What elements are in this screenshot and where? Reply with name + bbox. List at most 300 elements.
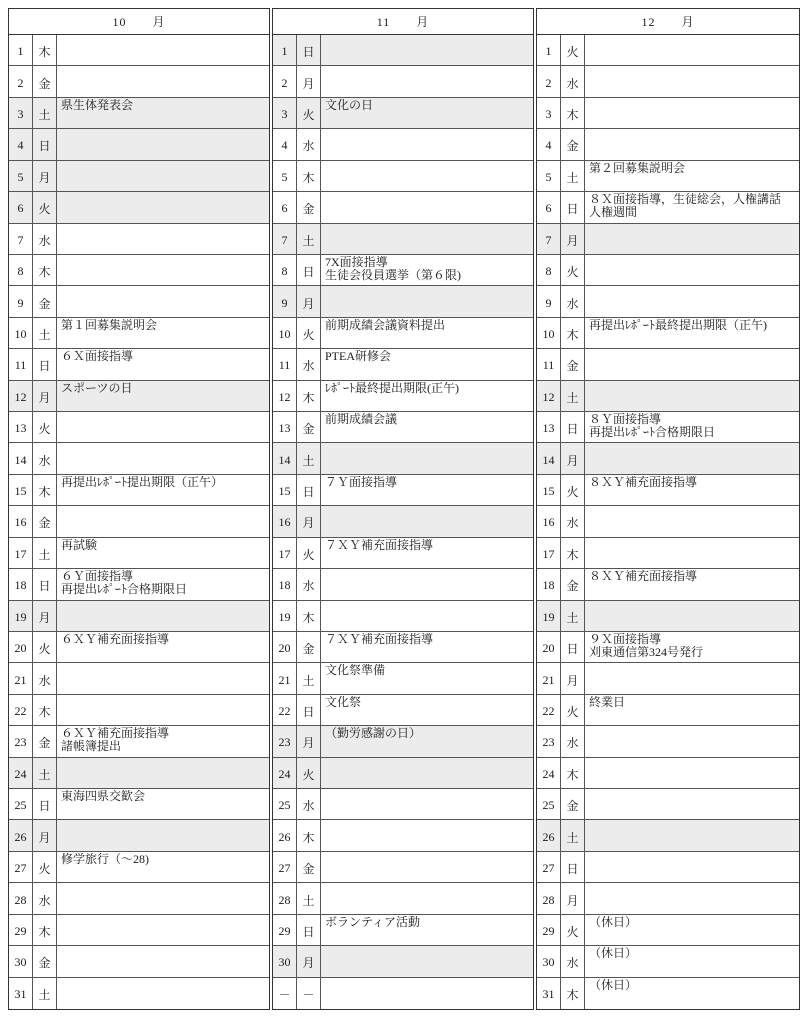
event-text: PTEA研修会 [325,350,392,364]
day-number: 28 [273,883,297,913]
event-cell [585,318,799,348]
event-cell [57,35,269,65]
weekday: 土 [33,538,57,568]
event-text: 文化祭準備 [325,664,386,678]
weekday: 土 [561,381,585,411]
day-number: 18 [537,569,561,599]
event-text: 前期成績会議資料提出 [325,318,446,332]
event-cell [321,883,533,913]
day-row [537,161,799,192]
day-number: 25 [273,789,297,819]
weekday: 土 [33,318,57,348]
event-text: （休日） [589,978,638,992]
day-number: 13 [9,412,33,442]
event-cell [57,538,269,568]
weekday: 木 [297,161,321,191]
day-number: 12 [537,381,561,411]
event-cell [585,601,799,631]
weekday: 日 [33,349,57,379]
event-cell [585,475,799,505]
day-number: 23 [9,726,33,756]
day-number: 16 [537,506,561,536]
day-row [9,978,269,1009]
event-cell [321,318,533,348]
day-row [9,224,269,255]
weekday: 金 [297,192,321,222]
day-row [273,318,533,349]
day-number: 18 [9,569,33,599]
day-number: 17 [9,538,33,568]
weekday: 木 [33,35,57,65]
day-row [273,286,533,317]
event-cell [57,381,269,411]
weekday: 木 [33,475,57,505]
day-number: 22 [537,695,561,725]
weekday: 土 [297,883,321,913]
day-number: 15 [537,475,561,505]
event-text: （勤労感謝の日） [325,727,422,741]
day-number: 9 [9,286,33,316]
event-cell [321,412,533,442]
day-row [273,820,533,851]
day-number: 21 [537,663,561,693]
weekday: 火 [33,632,57,662]
event-cell [321,820,533,850]
day-row [537,663,799,694]
day-row [537,381,799,412]
event-cell [321,726,533,756]
event-text: ９Ｘ面接指導 [589,632,662,646]
event-cell [57,224,269,254]
day-number: 7 [537,224,561,254]
event-cell [585,443,799,473]
day-number: 6 [273,192,297,222]
day-row [273,129,533,160]
event-cell [321,443,533,473]
weekday: 日 [297,915,321,945]
event-cell [57,569,269,599]
event-text: スポーツの日 [61,381,133,395]
day-row [537,129,799,160]
day-row [273,192,533,223]
day-number: 19 [273,601,297,631]
event-cell [585,381,799,411]
event-cell [57,789,269,819]
weekday: 土 [33,758,57,788]
month-table [536,8,800,1010]
day-number: 14 [537,443,561,473]
day-row [273,66,533,97]
weekday: 水 [297,569,321,599]
day-number: 20 [9,632,33,662]
event-text: （休日） [589,915,638,929]
month-header: 12 月 [537,9,799,35]
event-cell [57,475,269,505]
event-cell [57,66,269,96]
weekday: 日 [297,475,321,505]
day-row [537,66,799,97]
day-row [273,506,533,537]
day-number: 23 [273,726,297,756]
month-table [272,8,534,1010]
day-number: 24 [537,758,561,788]
day-row [9,98,269,129]
day-number: 5 [273,161,297,191]
day-row [9,758,269,789]
weekday: 木 [33,255,57,285]
weekday: 木 [297,381,321,411]
event-cell [57,601,269,631]
day-number: 24 [273,758,297,788]
event-text: 人権週間 [589,206,638,220]
event-cell [585,663,799,693]
day-number: 6 [537,192,561,222]
day-row [273,161,533,192]
day-row [9,161,269,192]
day-number: 27 [9,852,33,882]
weekday: 金 [561,349,585,379]
day-row [9,506,269,537]
day-row [273,98,533,129]
event-text: 県生体発表会 [61,98,134,112]
weekday: 火 [297,758,321,788]
event-cell [57,255,269,285]
event-cell [585,506,799,536]
day-row [273,663,533,694]
day-number: 30 [273,946,297,976]
weekday: 水 [33,663,57,693]
weekday: 月 [561,443,585,473]
day-number: 22 [9,695,33,725]
day-row [273,224,533,255]
day-row [273,789,533,820]
day-row [537,758,799,789]
day-number: 20 [273,632,297,662]
weekday: 日 [297,255,321,285]
day-number: 31 [9,978,33,1009]
day-row [537,224,799,255]
event-text: ７Ｙ面接指導 [325,475,398,489]
weekday: 土 [33,978,57,1009]
weekday: 日 [561,412,585,442]
weekday: 月 [33,601,57,631]
event-cell [321,946,533,976]
event-text: 諸帳簿提出 [61,740,122,754]
day-row [537,601,799,632]
weekday: 月 [297,946,321,976]
event-text: 再試験 [61,538,98,552]
weekday: 木 [297,820,321,850]
day-row [273,601,533,632]
day-row [537,978,799,1009]
day-row [9,412,269,443]
day-number: 23 [537,726,561,756]
day-row [273,915,533,946]
weekday: 月 [297,506,321,536]
day-row [273,569,533,600]
weekday: 日 [297,695,321,725]
weekday: 金 [297,632,321,662]
month-table [8,8,270,1010]
event-text: （休日） [589,947,638,961]
weekday: 日 [561,632,585,662]
day-number: 28 [537,883,561,913]
day-row [273,632,533,663]
event-text: 再提出ﾚﾎﾟｰﾄ合格期限日 [589,426,716,440]
weekday: 水 [561,946,585,976]
event-cell [585,632,799,662]
day-row [9,318,269,349]
event-cell [57,412,269,442]
day-number: 15 [273,475,297,505]
day-number: 26 [273,820,297,850]
day-row [9,192,269,223]
day-number: 6 [9,192,33,222]
weekday: 土 [561,820,585,850]
day-row [273,412,533,443]
day-row [9,663,269,694]
weekday: 金 [297,852,321,882]
day-number: 10 [9,318,33,348]
event-cell [57,286,269,316]
weekday: 火 [33,852,57,882]
day-number: 9 [273,286,297,316]
event-cell [585,349,799,379]
event-cell [57,758,269,788]
day-row [273,883,533,914]
weekday: 火 [561,35,585,65]
day-number: 16 [273,506,297,536]
event-cell [585,820,799,850]
event-cell [321,758,533,788]
weekday: 木 [297,601,321,631]
event-cell [585,915,799,945]
event-cell [57,946,269,976]
event-cell [57,820,269,850]
weekday: 日 [297,35,321,65]
day-row [9,915,269,946]
day-number: 5 [9,161,33,191]
day-row [9,129,269,160]
day-row [9,255,269,286]
day-row [537,255,799,286]
weekday: 金 [33,946,57,976]
event-text: ７ＸＹ補充面接指導 [325,538,434,552]
weekday: 月 [33,820,57,850]
event-text: ８Ｙ面接指導 [589,413,662,427]
day-number: 19 [9,601,33,631]
day-row [9,569,269,600]
event-text: 刈東通信第324号発行 [589,645,704,659]
day-row [273,758,533,789]
event-cell [321,35,533,65]
weekday: 月 [297,726,321,756]
day-row [273,381,533,412]
weekday: 水 [561,66,585,96]
weekday: 火 [561,695,585,725]
weekday: 火 [297,538,321,568]
day-row [537,412,799,443]
event-text: ボランティア活動 [325,915,421,929]
weekday: 火 [561,255,585,285]
day-row [9,349,269,380]
weekday: 金 [297,412,321,442]
weekday: 金 [561,129,585,159]
weekday: 月 [561,224,585,254]
event-cell [321,98,533,128]
day-row [273,852,533,883]
day-number: 3 [273,98,297,128]
day-row [273,978,533,1009]
day-number: 16 [9,506,33,536]
event-cell [585,946,799,976]
day-number: 21 [273,663,297,693]
event-cell [321,601,533,631]
day-row [537,632,799,663]
event-cell [57,443,269,473]
event-cell [321,192,533,222]
day-number: 11 [9,349,33,379]
day-number: 12 [9,381,33,411]
weekday: 水 [561,286,585,316]
day-number: 8 [273,255,297,285]
event-cell [321,286,533,316]
weekday: 土 [297,443,321,473]
day-number: 17 [537,538,561,568]
day-number: 3 [537,98,561,128]
day-row [537,475,799,506]
event-text: 文化の日 [325,98,374,112]
day-number: 10 [537,318,561,348]
day-number: 11 [537,349,561,379]
weekday: 水 [33,224,57,254]
event-cell [585,412,799,442]
weekday: 木 [33,915,57,945]
event-cell [321,789,533,819]
event-text: 第２回募集説明会 [589,161,686,175]
event-text: 文化祭 [325,695,362,709]
day-row [9,66,269,97]
day-number: 14 [273,443,297,473]
day-row [537,35,799,66]
day-number: 14 [9,443,33,473]
day-number: 10 [273,318,297,348]
weekday: 木 [561,978,585,1009]
event-cell [57,349,269,379]
event-cell [585,66,799,96]
event-cell [585,224,799,254]
day-number: 19 [537,601,561,631]
day-number: 11 [273,349,297,379]
weekday: 土 [297,224,321,254]
day-row [273,538,533,569]
day-row [537,98,799,129]
day-row [9,695,269,726]
day-row [273,946,533,977]
event-text: 再提出ﾚﾎﾟｰﾄ合格期限日 [61,583,188,597]
day-number: 8 [537,255,561,285]
day-number: 13 [273,412,297,442]
day-number: 4 [9,129,33,159]
day-row [537,883,799,914]
event-cell [57,129,269,159]
event-cell [321,852,533,882]
day-row [537,915,799,946]
weekday: － [297,978,321,1009]
day-number: 21 [9,663,33,693]
day-row [537,695,799,726]
day-number: 27 [273,852,297,882]
day-number: 15 [9,475,33,505]
day-row [273,726,533,757]
day-row [9,883,269,914]
weekday: 火 [33,192,57,222]
event-cell [57,632,269,662]
month-header: 10 月 [9,9,269,35]
event-cell [585,161,799,191]
event-text: ８ＸＹ補充面接指導 [589,570,698,584]
weekday: 月 [297,286,321,316]
day-row [9,946,269,977]
weekday: 金 [33,286,57,316]
day-row [537,349,799,380]
weekday: 日 [561,852,585,882]
day-number: 25 [9,789,33,819]
day-number: 17 [273,538,297,568]
weekday: 土 [33,98,57,128]
day-number: 7 [9,224,33,254]
event-cell [57,98,269,128]
day-number: 29 [537,915,561,945]
event-cell [321,381,533,411]
event-cell [57,161,269,191]
day-number: 1 [9,35,33,65]
event-text: ６ＸＹ補充面接指導 [61,727,170,741]
event-cell [57,978,269,1009]
event-cell [321,695,533,725]
event-cell [585,569,799,599]
event-text: 7X面接指導 [325,255,388,269]
weekday: 木 [33,695,57,725]
day-row [9,286,269,317]
day-row [9,381,269,412]
weekday: 月 [33,161,57,191]
event-text: 終業日 [589,695,626,709]
day-row [537,286,799,317]
event-cell [57,318,269,348]
event-cell [321,538,533,568]
day-number: 26 [537,820,561,850]
event-cell [321,161,533,191]
day-number: 22 [273,695,297,725]
day-number: 18 [273,569,297,599]
weekday: 日 [33,129,57,159]
day-row [273,35,533,66]
day-row [9,475,269,506]
day-number: 31 [537,978,561,1009]
day-number: 1 [273,35,297,65]
weekday: 土 [297,663,321,693]
weekday: 月 [561,663,585,693]
day-row [9,601,269,632]
day-number: 24 [9,758,33,788]
weekday: 金 [561,789,585,819]
event-cell [321,129,533,159]
day-row [9,726,269,757]
day-row [537,192,799,223]
weekday: 火 [561,915,585,945]
weekday: 月 [561,883,585,913]
